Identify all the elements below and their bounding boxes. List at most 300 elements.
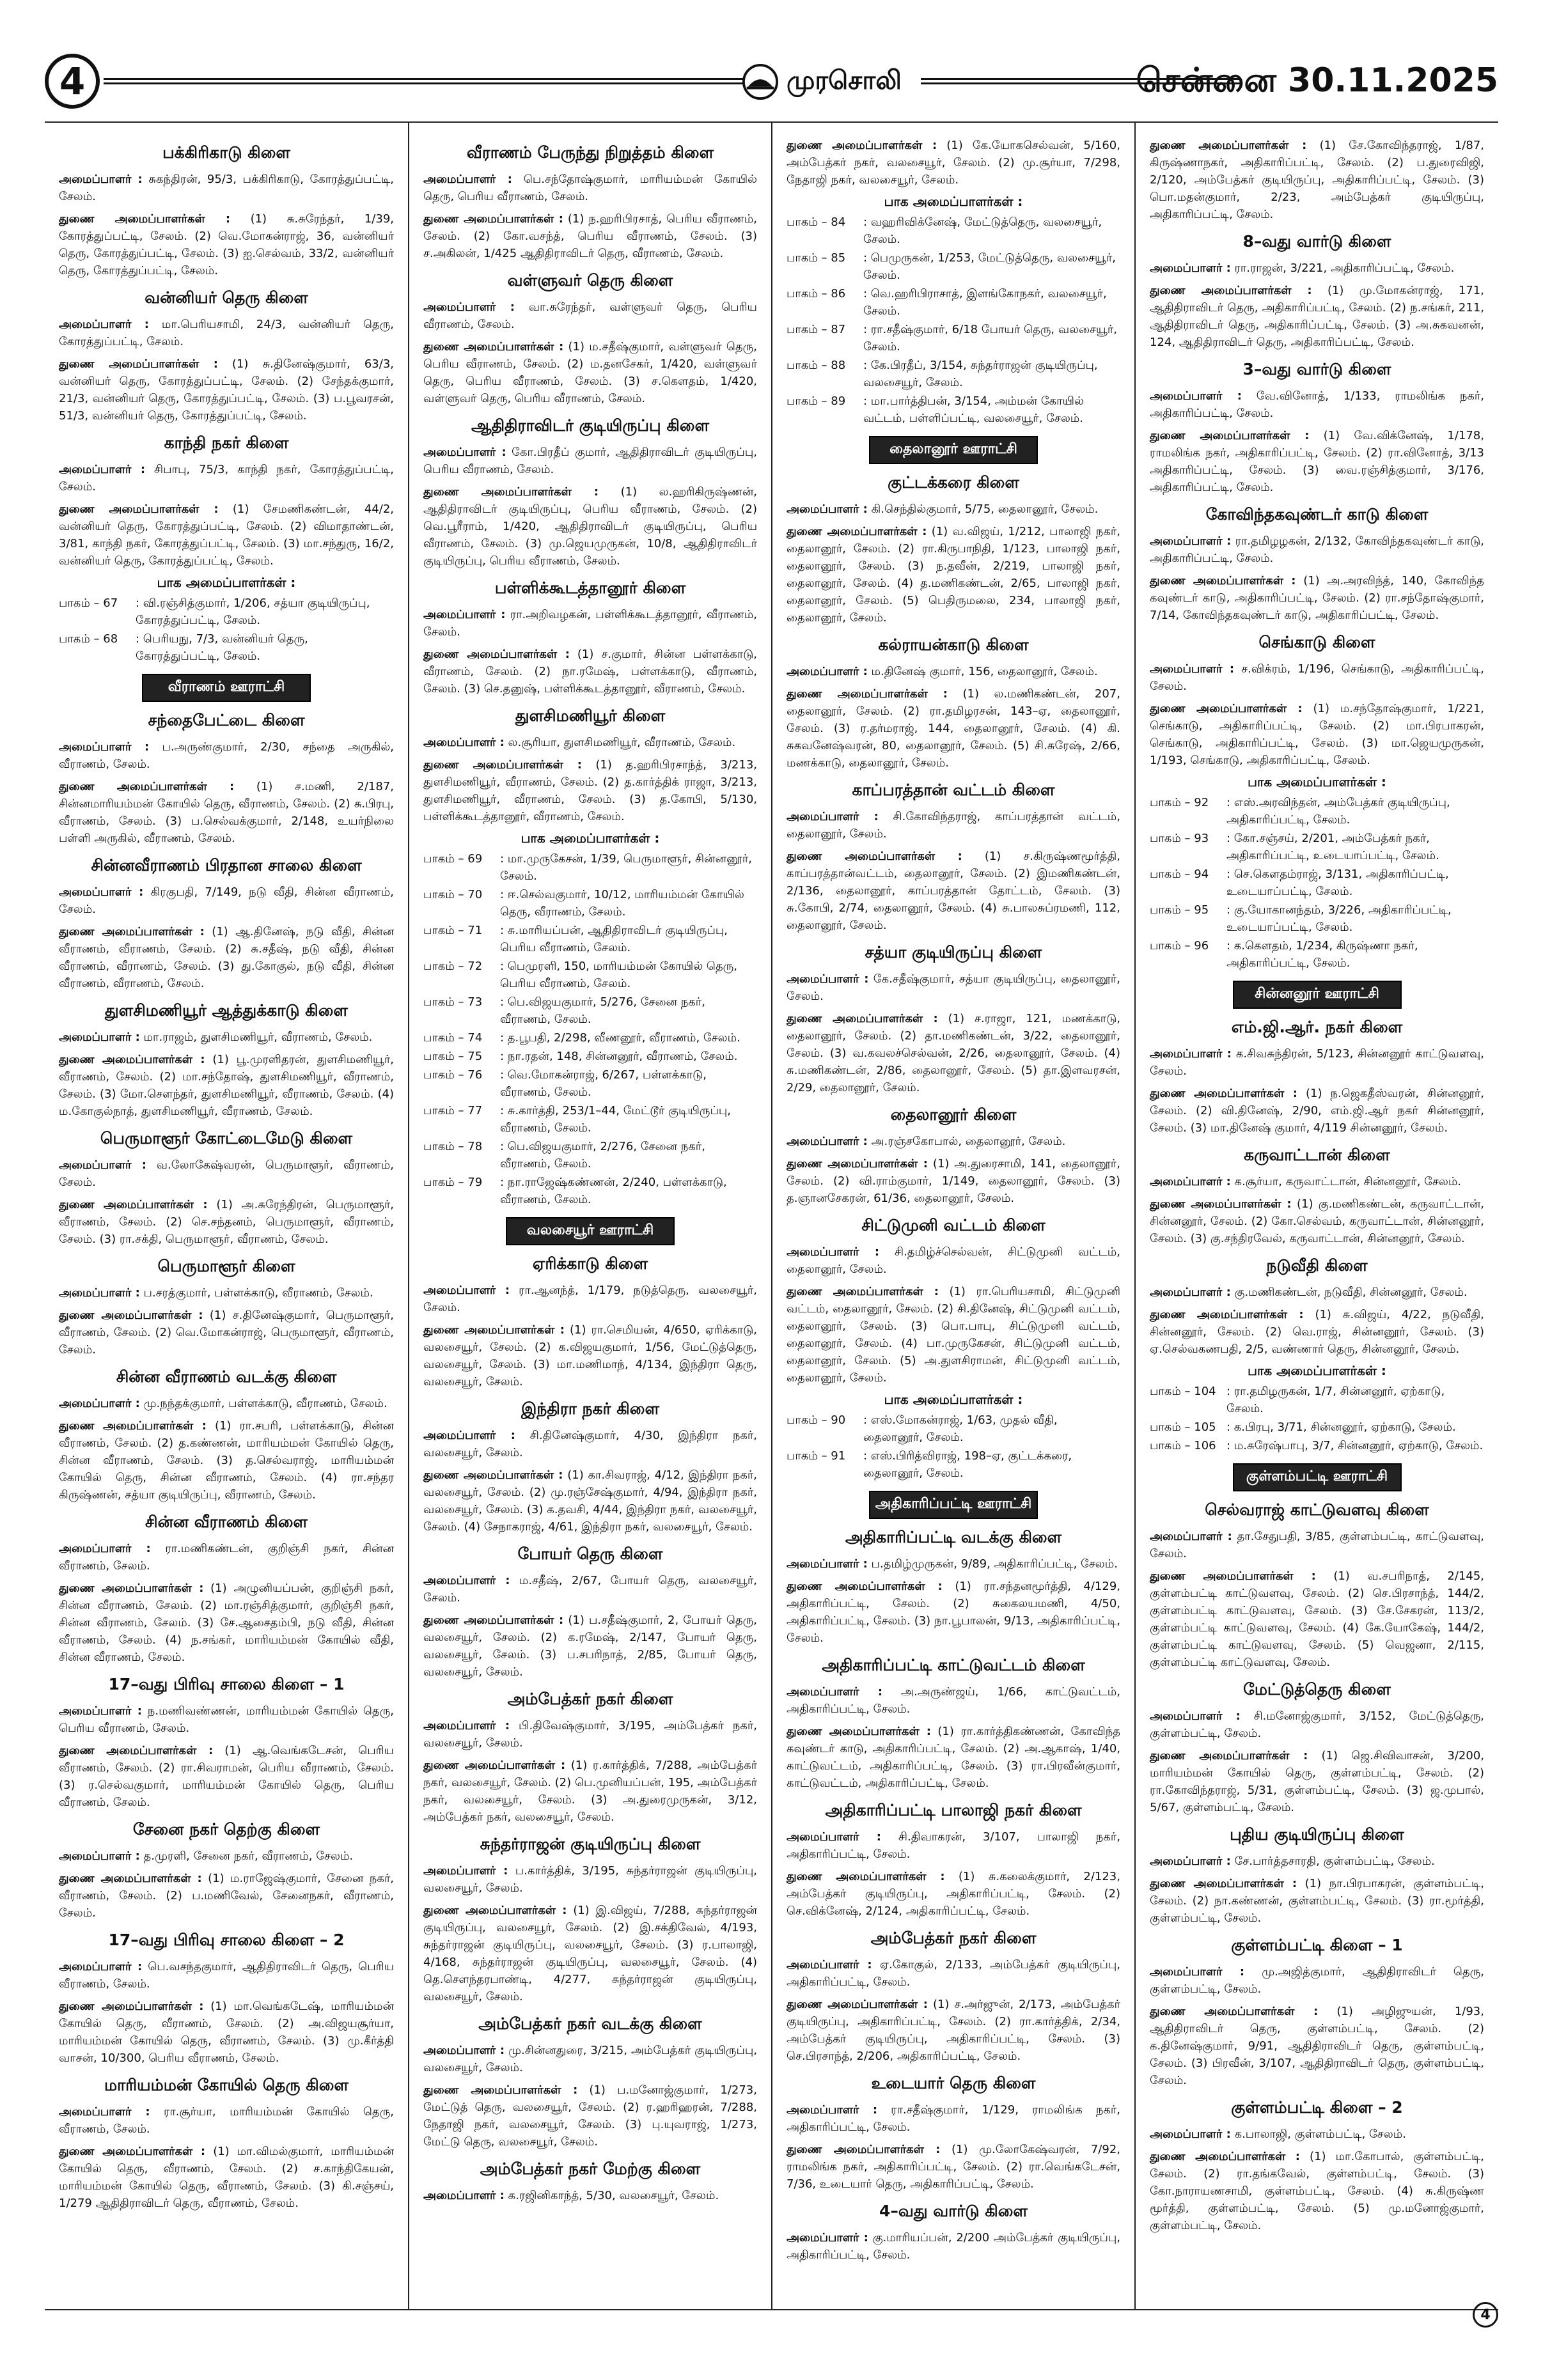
member-details: மா.ராஜம், துளசிமணியூர், வீராணம், சேலம். [139, 1031, 373, 1044]
booth-organiser: : கு.யோகானந்தம், 3/226, அதிகாரிப்பட்டி, உடையாப்பட்டி, சேலம். [1226, 903, 1452, 934]
branch-title: 4–வது வார்டு கிளை [879, 2202, 1028, 2220]
member-details: கு.மணிகண்டன், நடுவீதி, சின்னனூர், சேலம். [1230, 1286, 1468, 1299]
booth-number: பாகம் – 75 [423, 1050, 483, 1063]
office-bearer-entry [423, 734, 757, 751]
member-details: (1) இ.விஜய், 7/288, சுந்தர்ராஜன் குடியிருப்பு, வலசையூர், சேலம். (2) இ.சக்திவேல், 4/193, சுந்தர்ராஜன் குடியிருப்பு, வலசையூர், சேலம். (3) ர.பாலாஜி, 4/168, சுந்தர்ராஜன் குடியிருப்பு, வலசையூர், சேலம். (4) தெ.சௌந்தரபாண்டி, 4/277, சுந்தர்ராஜன் குடியிருப்பு, வலசையூர், சேலம். [423, 1904, 757, 2003]
member-details: (1) கா.சிவராஜ், 4/12, இந்திரா நகர், வலசையூர், சேலம். (2) மு.ரஞ்சேஷ்குமார், 4/94, இந்திரா நகர், வலசையூர், சேலம். (3) க.தவசி, 4/44, இந்திரா நகர், வலசையூர், சேலம். (4) சேநாகராஜ், 4/61, இந்திரா நகர், வலசையூர், சேலம். [423, 1468, 757, 1534]
panchayat-banner: தைலானூர் ஊராட்சி [869, 436, 1038, 464]
member-details: சிபாபு, 75/3, காந்தி நகர், கோரத்துப்பட்டி, சேலம். [59, 463, 394, 494]
office-bearer-entry [787, 1555, 1120, 1573]
role-label: துணை அமைப்பாளர்கள் : [1150, 284, 1312, 297]
branch-title: 3–வது வார்டு கிளை [1242, 360, 1391, 378]
branch-title: பள்ளிக்கூடத்தானூர் கிளை [494, 579, 686, 597]
booth-row [1150, 1419, 1484, 1436]
role-label: துணை அமைப்பாளர்கள் : [787, 1157, 928, 1171]
office-bearer-entry [423, 2187, 757, 2204]
role-label: அமைப்பாளர் : [787, 1830, 881, 1844]
panchayat-banner: வீராணம் ஊராட்சி [142, 674, 311, 702]
role-label: அமைப்பாளர் : [1150, 662, 1235, 676]
member-details: ப.தமிழ்முருகன், 9/89, அதிகாரிப்பட்டி, சேலம். [867, 1557, 1118, 1571]
role-label: துணை அமைப்பாளர்கள் : [787, 525, 927, 538]
booth-row [1150, 901, 1484, 936]
booth-organiser: : மா.முருகேசன், 1/39, பெருமாளூர், சின்னனூர், சேலம். [500, 852, 752, 883]
booth-row [59, 630, 394, 665]
office-bearer-entry [787, 685, 1120, 772]
role-label: துணை அமைப்பாளர்கள் : [59, 1744, 214, 1757]
branch-title: பெருமாளூர் கோட்டைமேடு கிளை [100, 1129, 353, 1147]
branch-title: அம்பேத்கர் நகர் கிளை [870, 1929, 1037, 1947]
member-details: ல.சூரியா, துளசிமணியூர், வீராணம், சேலம். [504, 736, 736, 749]
office-bearer-entry [59, 923, 394, 992]
booth-row [423, 1138, 757, 1172]
branch-title: உடையார் தெரு கிளை [871, 2074, 1036, 2092]
office-bearer-entry [423, 1902, 757, 2005]
booth-organiser: : ஈ.செல்வகுமார், 10/12, மாரியம்மன் கோயில் தெரு, வீராணம், சேலம். [500, 888, 744, 919]
booth-row [423, 993, 757, 1028]
booth-row [787, 1412, 1120, 1446]
booth-organiser: : வஹரிவிக்னேஷ், மேட்டுத்தெரு, வலசையூர், சேலம். [863, 215, 1102, 246]
booth-number: பாகம் – 72 [423, 960, 483, 973]
role-label: அமைப்பாளர் : [423, 1574, 510, 1587]
booth-organiser: : பெ.விஜயகுமார், 2/276, சேனை நகர், வீராணம், சேலம். [500, 1140, 705, 1171]
branch-title: புதிய குடியிருப்பு கிளை [1230, 1825, 1404, 1844]
booth-organiser: : எஸ்.அரவிந்தன், அம்பேத்கர் குடியிருப்பு, அதிகாரிப்பட்டி, சேலம். [1226, 796, 1450, 827]
booth-number: பாகம் – 84 [787, 215, 846, 229]
role-label: துணை அமைப்பாளர்கள் : [787, 2143, 941, 2156]
member-details: பி.திவேஷ்குமார், 3/195, அம்பேத்கர் நகர், வலசையூர், சேலம். [423, 1719, 757, 1750]
member-details: சுகந்திரன், 95/3, பக்கிரிகாடு, கோரத்துப்பட்டி, சேலம். [59, 173, 394, 203]
member-details: சி.தினேஷ்குமார், 4/30, இந்திரா நகர், வலசையூர், சேலம். [423, 1429, 758, 1459]
office-bearer-entry [787, 2229, 1120, 2264]
office-bearer-entry [59, 1870, 394, 1922]
office-bearer-entry [59, 210, 394, 279]
office-bearer-entry [59, 2103, 394, 2138]
office-bearer-entry [1150, 1707, 1484, 1742]
role-label: துணை அமைப்பாளர்கள் : [1150, 702, 1303, 715]
booth-number: பாகம் – 94 [1150, 867, 1209, 881]
office-bearer-entry [787, 523, 1120, 626]
office-bearer-entry [59, 1742, 394, 1811]
role-label: அமைப்பாளர் : [59, 318, 149, 331]
booth-organisers-heading: பாக அமைப்பாளர்கள் : [884, 1392, 1023, 1407]
booth-number: பாகம் – 93 [1150, 832, 1209, 845]
member-details: (1) ல.ஹரிகிருஷ்ணன், ஆதிதிராவிடர் குடியிருப்பு, பெரிய வீராணம், சேலம். (2) வெ.பூரீராம், 1/420, ஆதிதிராவிடர் குடியிருப்பு, பெரிய வீராணம், சேலம். (3) மு.ஜெயமுருகன், 10/8, ஆதிதிராவிடர் குடியிருப்பு, பெரிய வீராணம், சேலம். [423, 485, 757, 568]
member-details: (1) ச.கிருஷ்ணமூர்த்தி, காப்பரத்தான்வட்டம், தைலானூர், சேலம். (2) இமணிகண்டன், 2/136, தைலானூர், காப்பரத்தான் தோட்டம், சேலம். (3) சு.கோபி, 2/74, தைலானூர், சேலம். (4) சு.பாலசுப்ரமணி, 112, தைலானூர், சேலம். [787, 850, 1120, 932]
office-bearer-entry [59, 355, 394, 424]
role-label: துணை அமைப்பாளர்கள் : [423, 648, 570, 661]
booth-organiser: : செ.கௌதம்ராஜ், 3/131, அதிகாரிப்பட்டி, உடையாப்பட்டி, சேலம். [1226, 867, 1449, 898]
office-bearer-entry [59, 1417, 394, 1504]
office-bearer-entry [59, 883, 394, 918]
role-label: துணை அமைப்பாளர்கள் : [1150, 2150, 1301, 2163]
booth-number: பாகம் – 105 [1150, 1420, 1216, 1434]
panchayat-banner: குள்ளம்பட்டி ஊராட்சி [1233, 1463, 1402, 1491]
office-bearer-entry [423, 1321, 757, 1390]
office-bearer-entry [59, 1998, 394, 2067]
office-bearer-entry [423, 606, 757, 641]
office-bearer-entry [1150, 387, 1484, 422]
role-label: அமைப்பாளர் : [787, 972, 869, 986]
role-label: அமைப்பாளர் : [1150, 261, 1231, 275]
booth-organiser: : நா.ரதன், 148, சின்னனூர், வீராணம், சேலம். [500, 1050, 738, 1063]
member-details: (1) ச.குமார், சின்ன பள்ளக்காடு, வீராணம், சேலம். (2) நா.ரமேஷ், பள்ளக்காடு, வீராணம், சேலம். (3) செ.தனுஷ், பள்ளிக்கூடத்தானூர், வீராணம், சேலம். [423, 648, 757, 696]
booth-number: பாகம் – 71 [423, 924, 483, 937]
member-details: (1) அ.சுரேந்திரன், பெருமாளூர், வீராணம், சேலம். (2) செ.சந்தனம், பெருமாளூர், வீராணம், சேலம். (3) ரா.சக்தி, பெருமாளூர், வீராணம், சேலம். [59, 1198, 394, 1246]
booth-number: பாகம் – 85 [787, 251, 846, 265]
role-label: துணை அமைப்பாளர்கள் : [59, 357, 218, 371]
branch-title: கோவிந்தகவுண்டர் காடு கிளை [1205, 505, 1429, 524]
role-label: அமைப்பாளர் : [59, 1960, 143, 1973]
branch-title: எம்.ஜி.ஆர். நகர் கிளை [1231, 1018, 1403, 1036]
role-label: அமைப்பாளர் : [1150, 2127, 1231, 2141]
role-label: துணை அமைப்பாளர்கள் : [59, 212, 231, 226]
member-details: (1) ம.ராஜேஷ்குமார், சேனை நகர், வீராணம், சேலம். (2) ப.மணிவேல், சேனைநகர், வீராணம், சேலம். [59, 1872, 394, 1920]
office-bearer-entry [423, 483, 757, 570]
role-label: அமைப்பாளர் : [1150, 1530, 1232, 1543]
office-bearer-entry [1150, 1195, 1484, 1247]
office-bearer-entry [1150, 1306, 1484, 1358]
role-label: அமைப்பாளர் : [1150, 1175, 1231, 1188]
member-details: ம.தினேஷ் குமார், 156, தைலானூர், சேலம். [867, 665, 1098, 678]
member-details: சி.கோவிந்தராஜ், காப்பரத்தான் வட்டம், தைலானூர், சேலம். [787, 810, 1120, 841]
member-details: வ.லோகேஷ்வரன், பெருமாளூர், வீராணம், சேலம். [59, 1158, 394, 1189]
newspaper-logo [742, 61, 902, 102]
booth-organiser: : ரா.சதீஷ்குமார், 6/18 போயர் தெரு, வலசையூர், சேலம். [863, 323, 1117, 354]
office-bearer-entry [787, 1133, 1120, 1150]
office-bearer-entry [59, 1395, 394, 1412]
booth-organiser: : நா.ராஜேஷ்கண்ணன், 2/240, பள்ளக்காடு, வீராணம், சேலம். [500, 1176, 727, 1206]
member-details: (1) ச.ராஜா, 121, மணக்காடு, தைலானூர், சேலம். (2) தா.மணிகண்டன், 3/22, தைலானூர், சேலம். (3) வ.கவலச்செல்வன், 2/26, தைலானூர், சேலம். (4) சு.மணிகண்டன், 2/86, தைலானூர், சேலம். (5) தா.இளவரசன், 2/29, தைலானூர், சேலம். [787, 1012, 1120, 1094]
branch-title: காந்தி நகர் கிளை [164, 433, 289, 452]
booth-organiser: : எஸ்.மோகன்ராஜ், 1/63, முதல் வீதி, தைலானூர், சேலம். [863, 1413, 1058, 1444]
masthead [45, 50, 1498, 114]
member-details: மா.பெரியசாமி, 24/3, வன்னியர் தெரு, கோரத்துப்பட்டி, சேலம். [59, 318, 395, 348]
office-bearer-entry [423, 1427, 757, 1461]
branch-title: 17–வது பிரிவு சாலை கிளை – 2 [108, 1931, 345, 1949]
role-label: துணை அமைப்பாளர்கள் : [1150, 1569, 1316, 1583]
booth-row [1150, 1437, 1484, 1454]
booth-organiser: : பெமுருகன், 1/253, மேட்டுத்தெரு, வலசையூர், சேலம். [863, 251, 1116, 282]
branch-title: சின்ன வீராணம் வடக்கு கிளை [116, 1367, 337, 1386]
role-label: அமைப்பாளர் : [787, 2231, 868, 2244]
role-label: அமைப்பாளர் : [59, 1286, 140, 1300]
booth-organiser: : த.பூபதி, 2/298, வீணனூர், வீராணம், சேலம். [500, 1031, 740, 1045]
booth-organiser: : பெமுரளி, 150, மாரியம்மன் கோயில் தெரு, பெரிய வீராணம், சேலம். [500, 960, 738, 990]
member-details: கே.சதீஷ்குமார், சத்யா குடியிருப்பு, தைலானூர், சேலம். [787, 972, 1121, 1003]
office-bearer-entry [787, 1155, 1120, 1207]
role-label: அமைப்பாளர் : [787, 2103, 878, 2117]
office-bearer-entry [1150, 427, 1484, 496]
booth-organiser: : வெ.ஹரிபிராசாத், இளங்கோநகர், வலசையூர், சேலம். [863, 287, 1107, 318]
member-details: மு.அஜித்குமார், ஆதிதிராவிடர் தெரு, குள்ளம்பட்டி, சேலம். [1150, 1965, 1484, 1996]
member-details: கு.மாரியப்பன், 2/200 அம்பேத்கர் குடியிருப்பு, அதிகாரிப்பட்டி, சேலம். [787, 2231, 1120, 2262]
role-label: அமைப்பாளர் : [59, 885, 144, 899]
booth-organiser: : பெரியநு, 7/3, வன்னியர் தெரு, கோரத்துப்பட்டி, சேலம். [136, 632, 308, 663]
booth-organisers-heading: பாக அமைப்பாளர்கள் : [1248, 774, 1386, 789]
office-bearer-entry [1150, 2126, 1484, 2143]
office-bearer-entry [1150, 2148, 1484, 2234]
role-label: அமைப்பாளர் : [59, 173, 143, 186]
branch-title: 17–வது பிரிவு சாலை கிளை – 1 [108, 1675, 345, 1693]
branch-title: காப்பரத்தான் வட்டம் கிளை [852, 781, 1055, 799]
member-details: ச.விக்ரம், 1/196, செங்காடு, அதிகாரிப்பட்டி, சேலம். [1150, 662, 1485, 693]
branch-title: மேட்டுத்தெரு கிளை [1243, 1680, 1391, 1699]
role-label: துணை அமைப்பாளர்கள் : [423, 1323, 565, 1337]
booth-organiser: : வி.ரஞ்சித்குமார், 1/206, சத்யா குடியிருப்பு, கோரத்துப்பட்டி, சேலம். [136, 596, 370, 627]
booth-organiser: : வெ.மோகன்ராஜ், 6/267, பள்ளக்காடு, வீராணம், சேலம். [500, 1068, 707, 1099]
booth-number: பாகம் – 106 [1150, 1439, 1216, 1452]
branch-title: கல்ராயன்காடு கிளை [878, 635, 1029, 654]
member-details: (1) ச.தினேஷ்குமார், பெருமாளூர், வீராணம், சேலம். (2) வெ.மோகன்ராஜ், பெருமாளூர், வீராணம், சேலம். [59, 1309, 394, 1357]
booth-number: பாகம் – 96 [1150, 939, 1209, 953]
member-details: (1) மா.வெங்கடேஷ், மாரியம்மன் கோயில் தெரு, வீராணம், சேலம். (2) அ.விஜயசூர்யா, மாரியம்மன் கோயில் தெரு, வீராணம், சேலம். (3) மு.கீர்த்தி வாசன், 10/300, பெரிய வீராணம், சேலம். [59, 2000, 394, 2065]
branch-title: அம்பேத்கர் நகர் கிளை [507, 1690, 673, 1708]
member-details: (1) ம.சந்தோஷ்குமார், 1/221, செங்காடு, அதிகாரிப்பட்டி, சேலம். (2) மா.பிரபாகரன், செங்காடு, அதிகாரிப்பட்டி, சேலம். (3) மா.ஜெயமுருகன், 1/193, செங்காடு, அதிகாரிப்பட்டி, சேலம். [1150, 702, 1485, 767]
office-bearer-entry [59, 1029, 394, 1046]
member-details: (1) மா.விமல்குமார், மாரியம்மன் கோயில் தெரு, வீராணம், சேலம். (2) ச.காந்திகேயன், மாரியம்மன் கோயில் தெரு, வீராணம், சேலம். (3) கி.சஞ்சய், 1/279 ஆதிதிராவிடர் தெரு, வீராணம், சேலம். [59, 2145, 394, 2210]
role-label: துணை அமைப்பாளர்கள் : [787, 1725, 931, 1738]
booth-row [423, 1174, 757, 1208]
office-bearer-entry [59, 1958, 394, 1993]
booth-organiser: : ம.சுரேஷ்பாபு, 3/7, சின்னனூர், ஏற்காடு, சேலம். [1226, 1439, 1484, 1452]
booth-row [787, 321, 1120, 355]
role-label: அமைப்பாளர் : [59, 1849, 140, 1863]
branch-title: சத்யா குடியிருப்பு கிளை [865, 943, 1042, 961]
branch-title: செங்காடு கிளை [1258, 633, 1375, 651]
booth-row [423, 1066, 757, 1101]
member-details: சி.மனோஜ்குமார், 3/152, மேட்டுத்தெரு, குள்ளம்பட்டி, சேலம். [1150, 1709, 1485, 1740]
newspaper-name: முரசொலி [787, 65, 902, 95]
office-bearer-entry [1150, 282, 1484, 351]
branch-title: சேனை நகர் தெற்கு கிளை [132, 1820, 320, 1839]
office-bearer-entry [423, 646, 757, 697]
branch-title: ஏரிக்காடு கிளை [532, 1254, 648, 1273]
member-details: (1) சேமணிகண்டன், 44/2, வன்னியர் தெரு, கோரத்துப்பட்டி, சேலம். (2) விமாதாண்டன், 3/81, காந்தி நகர், கோரத்துப்பட்டி, சேலம். (3) மா.சந்துரு, 16/2, வன்னியர் தெரு, கோரத்துப்பட்டி, சேலம். [59, 502, 394, 568]
booth-organiser: : கோ.சஞ்சய், 2/201, அம்பேத்கர் நகர், அதிகாரிப்பட்டி, உடையாப்பட்டி, சேலம். [1226, 832, 1439, 862]
office-bearer-entry [1150, 660, 1484, 695]
branch-title: வன்னியர் தெரு கிளை [145, 288, 308, 307]
member-details: ரா.சதீஷ்குமார், 1/129, ராமலிங்க நகர், அதிகாரிப்பட்டி, சேலம். [787, 2103, 1121, 2134]
branch-title: சின்னவீராணம் பிரதான சாலை கிளை [91, 856, 362, 875]
member-details: ரா.மணிகண்டன், குறிஞ்சி நகர், சின்ன வீராணம், சேலம். [59, 1542, 394, 1573]
role-label: துணை அமைப்பாளர்கள் : [423, 212, 563, 226]
role-label: அமைப்பாளர் : [423, 1284, 510, 1297]
office-bearer-entry [59, 1702, 394, 1737]
member-details: (1) சு.தினேஷ்குமார், 63/3, வன்னியர் தெரு, கோரத்துப்பட்டி, சேலம். (2) சேந்தக்குமார், 21/3, வன்னியர் தெரு, கோரத்துப்பட்டி, சேலம். (3) ப.பூவரசன், 51/3, வன்னியர் தெரு, கோரத்துப்பட்டி, சேலம். [59, 357, 394, 423]
booth-number: பாகம் – 86 [787, 287, 846, 300]
office-bearer-entry [787, 1956, 1120, 1991]
member-details: அ.அருண்ஜய், 1/66, காட்டுவட்டம், அதிகாரிப்பட்டி, சேலம். [787, 1685, 1121, 1716]
booth-organiser: : சு.மாரியப்பன், ஆதிதிராவிடர் குடியிருப்பு, பெரிய வீராணம், சேலம். [500, 924, 728, 954]
booth-organiser: : ரா.தமிழருகன், 1/7, சின்னனூர், ஏற்காடு, சேலம். [1226, 1385, 1445, 1415]
office-bearer-entry [787, 1723, 1120, 1792]
member-details: (1) பூ.முரளிதரன், துளசிமணியூர், வீராணம், சேலம். (2) மா.சந்தோஷ், துளசிமணியூர், வீராணம், சேலம். (3) மோ.சௌந்தர், துளசிமணியூர், வீராணம், சேலம். (4) ம.கோகுல்நாத், துளசிமணியூர், வீராணம், சேலம். [59, 1053, 394, 1118]
column-4 [1134, 123, 1498, 2309]
member-details: (1) வ.சபரிநாத், 2/145, குள்ளம்பட்டி காட்டுவளவு, சேலம். (2) செ.பிரசாந்த், 144/2, குள்ளம்பட்டி காட்டுவளவு, சேலம். (3) சே.சேகரன், 113/2, குள்ளம்பட்டி காட்டுவளவு, சேலம். (4) கே.யோகேஷ், 144/2, குள்ளம்பட்டி காட்டுவளவு, சேலம். (5) வெஜனா, 2/115, குள்ளம்பட்டி காட்டுவளவு, சேலம். [1150, 1569, 1484, 1669]
booth-number: பாகம் – 76 [423, 1068, 483, 1082]
booth-row [787, 249, 1120, 284]
role-label: அமைப்பாளர் : [423, 608, 506, 621]
branch-title: போயர் தெரு கிளை [517, 1544, 663, 1563]
role-label: அமைப்பாளர் : [1150, 1855, 1231, 1868]
branch-title: கருவாட்டான் கிளை [1244, 1146, 1390, 1164]
role-label: துணை அமைப்பாளர்கள் : [787, 1012, 938, 1025]
member-details: (1) அழுனியப்பன், குறிஞ்சி நகர், சின்ன வீராணம், சேலம். (2) மா.ரஞ்சித்குமார், குறிஞ்சி நகர், சின்ன வீராணம், சேலம். (3) சே.ஆசைதம்பி, நடு வீதி, சின்ன வீராணம், சேலம். (4) ந.சங்கர், மாரியம்மன் கோயில் வீதி, சின்ன வீராணம், சேலம். [59, 1582, 394, 1664]
member-details: (1) மா.கோபால், குள்ளம்பட்டி, சேலம். (2) ரா.தங்கவேல், குள்ளம்பட்டி, சேலம். (3) கோ.நாராயணசாமி, குள்ளம்பட்டி, சேலம். (4) சு.கிருஷ்ண மூர்த்தி, குள்ளம்பட்டி, சேலம். (5) மு.மனோஜ்குமார், குள்ளம்பட்டி, சேலம். [1150, 2150, 1484, 2232]
member-details: (1) ஜெ.சிவிவாசன், 3/200, மாரியம்மன் கோயில் தெரு, குள்ளம்பட்டி, சேலம். (2) ரா.கோவிந்தராஜ், 5/31, குள்ளம்பட்டி, சேலம். (3) ஜ.முபால், 5/67, குள்ளம்பட்டி, சேலம். [1150, 1749, 1484, 1814]
member-details: கோ.பிரதீப் குமார், ஆதிதிராவிடர் குடியிருப்பு, பெரிய வீராணம், சேலம். [423, 446, 757, 476]
member-details: (1) வே.விக்னேஷ், 1/178, ராமலிங்க நகர், அதிகாரிப்பட்டி, சேலம். (2) ரா.வினோத், 3/13 அதிகாரிப்பட்டி, சேலம். (3) வை.ரஞ்சித்குமார், 3/176, அதிகாரிப்பட்டி, சேலம். [1150, 429, 1484, 494]
booth-number: பாகம் – 77 [423, 1104, 483, 1117]
member-details: (1) வ.விஜய், 1/212, பாலாஜி நகர், தைலானூர், சேலம். (2) ரா.கிருபாநிதி, 1/123, பாலாஜி நகர், தைலானூர், சேலம். (3) ந.தவீன், 2/219, பாலாஜி நகர், தைலானூர், சேலம். (4) த.மணிகண்டன், 2/65, பாலாஜி நகர், தைலானூர், சேலம். (5) பெதிருமலை, 234, பாலாஜி நகர், தைலானூர், சேலம். [787, 525, 1120, 625]
member-details: (1) ந.ஜெகதீஸ்வரன், சின்னனூர், சேலம். (2) வி.தினேஷ், 2/90, எம்.ஜி.ஆர் நகர் சின்னனூர், சேலம். (3) மா.தினேஷ் குமார், 4/119 சின்னனூர், சேலம். [1150, 1087, 1484, 1135]
office-bearer-entry [1150, 1747, 1484, 1816]
role-label: துணை அமைப்பாளர்கள் : [787, 1580, 943, 1593]
office-bearer-entry [1150, 2003, 1484, 2089]
booth-organiser: : மா.பார்த்திபன், 3/154, அம்மன் கோயில் வட்டம், பள்ளிப்பட்டி, வலசையூர், சேலம். [863, 394, 1084, 425]
office-bearer-entry [1150, 700, 1484, 769]
member-details: (1) ச.அர்ஜுன், 2/173, அம்பேத்கர் குடியிருப்பு, அதிகாரிப்பட்டி, சேலம். (2) ரா.கார்த்திக், 2/34, அம்பேத்கர் குடியிருப்பு, அதிகாரிப்பட்டி, சேலம். (3) செ.பிரசாந்த், 2/206, அதிகாரிப்பட்டி, சேலம். [787, 1998, 1120, 2063]
member-details: (1) அழிஜுயன், 1/93, ஆதிதிராவிடர் தெரு, குள்ளம்பட்டி, சேலம். (2) க.தினேஷ்குமார், 9/91, ஆதிதிராவிடர் தெரு, குள்ளம்பட்டி, சேலம். (3) பிரவீன், 3/107, ஆதிதிராவிடர் தெரு, குள்ளம்பட்டி, சேலம். [1150, 2005, 1484, 2087]
panchayat-banner: வலசையூர் ஊராட்சி [506, 1217, 675, 1245]
member-details: (1) அ.துரைசாமி, 141, தைலானூர், சேலம். (2) வி.ராம்குமார், 1/149, தைலானூர், சேலம். (3) த.ஞானசேகரன், 61/36, தைலானூர், சேலம். [787, 1157, 1120, 1205]
office-bearer-entry [787, 501, 1120, 518]
member-details: (1) ச.மணி, 2/187, சின்னமாரியம்மன் கோயில் தெரு, வீராணம், சேலம். (2) சு.பிரபு, வீராணம், சேலம். (3) ப.செல்வக்குமார், 2/148, உயர்நிலை பள்ளி அருகில், வீராணம், சேலம். [59, 780, 394, 845]
member-details: ஏ.கோகுல், 2/133, அம்பேத்கர் குடியிருப்பு, அதிகாரிப்பட்டி, சேலம். [787, 1958, 1120, 1989]
office-bearer-entry [1150, 1528, 1484, 1562]
role-label: துணை அமைப்பாளர்கள் : [423, 340, 564, 354]
role-label: துணை அமைப்பாளர்கள் : [787, 687, 948, 701]
office-bearer-entry [787, 1283, 1120, 1387]
office-bearer-entry [787, 2101, 1120, 2136]
office-bearer-entry [1150, 1085, 1484, 1137]
role-label: அமைப்பாளர் : [59, 1158, 146, 1172]
role-label: துணை அமைப்பாளர்கள் : [1150, 429, 1310, 442]
branch-title: செல்வராஜ் காட்டுவளவு கிளை [1205, 1500, 1429, 1519]
role-label: துணை அமைப்பாளர்கள் : [1150, 2005, 1319, 2018]
member-details: பெ.சந்தோஷ்குமார், மாரியம்மன் கோயில் தெரு, பெரிய வீராணம், சேலம். [423, 173, 757, 203]
office-bearer-entry [1150, 1173, 1484, 1190]
role-label: துணை அமைப்பாளர்கள் : [423, 1759, 566, 1772]
role-label: துணை அமைப்பாளர்கள் : [787, 1998, 928, 2011]
branch-title: சந்தைபேட்டை கிளை [148, 711, 305, 729]
office-bearer-entry [1150, 1963, 1484, 1998]
role-label: அமைப்பாளர் : [787, 1958, 872, 1972]
branch-title: அதிகாரிப்பட்டி பாலாஜி நகர் கிளை [825, 1801, 1082, 1819]
office-bearer-entry [787, 848, 1120, 934]
member-details: சி.திவாகரன், 3/107, பாலாஜி நகர், அதிகாரிப்பட்டி, சேலம். [787, 1830, 1120, 1861]
member-details: க.பாலாஜி, குள்ளம்பட்டி, சேலம். [1230, 2127, 1406, 2141]
role-label: அமைப்பாளர் : [423, 2044, 505, 2057]
member-details: (1) அ.அரவிந்த், 140, கோவிந்த கவுண்டர் காடு, அதிகாரிப்பட்டி, சேலம். (2) ரா.சந்தோஷ்குமார், 7/14, கோவிந்தகவுண்டர் காடு, அதிகாரிப்பட்டி, சேலம். [1150, 574, 1484, 622]
role-label: துணை அமைப்பாளர்கள் : [787, 1870, 945, 1883]
branch-title: குட்டக்கரை கிளை [888, 473, 1019, 492]
member-details: (1) த.ஹரிபிரசாந்த், 3/213, துளசிமணியூர், வீராணம், சேலம். (2) த.கார்த்திக் ராஜா, 3/213, துளசிமணியூர், வீராணம், சேலம். (3) த.கோபி, 5/130, பள்ளிக்கூடத்தானூர், வீராணம், சேலம். [423, 758, 757, 823]
member-details: (1) ப.மனோஜ்குமார், 1/273, மேட்டுத் தெரு, வலசையூர், சேலம். (2) ர.ஹரிஹரன், 7/288, நேதாஜி நகர், வலசையூர், சேலம். (3) பு.யுவராஜ், 1/273, மேட்டு தெரு, வலசையூர், சேலம். [423, 2083, 757, 2149]
booth-row [1150, 866, 1484, 900]
office-bearer-entry [787, 1868, 1120, 1920]
booth-organisers-heading: பாக அமைப்பாளர்கள் : [1248, 1363, 1386, 1378]
role-label: துணை அமைப்பாளர்கள் : [423, 485, 599, 499]
booth-row [1150, 1383, 1484, 1417]
member-details: தா.சேதுபதி, 3/85, குள்ளம்பட்டி, காட்டுவளவு, சேலம். [1150, 1530, 1484, 1560]
office-bearer-entry [59, 1540, 394, 1575]
branch-title: 8–வது வார்டு கிளை [1242, 232, 1391, 251]
office-bearer-entry [1150, 1567, 1484, 1671]
column-2 [408, 123, 771, 2309]
booth-row [59, 595, 394, 629]
branch-title: அம்பேத்கர் நகர் வடக்கு கிளை [478, 2014, 702, 2033]
corner-page-number: 4 [1473, 2302, 1498, 2328]
page-content [45, 121, 1498, 2310]
office-bearer-entry [423, 1717, 757, 1752]
office-bearer-entry [423, 1466, 757, 1536]
office-bearer-entry [1150, 1284, 1484, 1301]
office-bearer-entry [59, 738, 394, 773]
member-details: (1) ரா.சந்தனமூர்த்தி, 4/129, அதிகாரிப்பட்டி, சேலம். (2) சுகைலயமணி, 4/50, அதிகாரிப்பட்டி, சேலம். (3) நா.பூபாலன், 9/13, அதிகாரிப்பட்டி, சேலம். [787, 1580, 1120, 1645]
role-label: துணை அமைப்பாளர்கள் : [423, 1614, 564, 1627]
office-bearer-entry [423, 1612, 757, 1681]
member-details: க.சூர்யா, கருவாட்டான், சின்னனூர், சேலம். [1230, 1175, 1462, 1188]
member-details: (1) மு.லோகேஷ்வரன், 7/92, ராமலிங்க நகர், அதிகாரிப்பட்டி, சேலம். (2) ரா.வெங்கடேசன், 7/36, உடையார் தெரு, அதிகாரிப்பட்டி, சேலம். [787, 2143, 1120, 2191]
branch-title: வீராணம் பேருந்து நிறுத்தம் கிளை [466, 143, 714, 162]
role-label: அமைப்பாளர் : [59, 740, 150, 754]
office-bearer-entry [1150, 1853, 1484, 1870]
branch-title: குள்ளம்பட்டி கிளை – 1 [1231, 1936, 1403, 1954]
office-bearer-entry [787, 1243, 1120, 1278]
member-details: (1) நா.பிரபாகரன், குள்ளம்பட்டி, சேலம். (2) நா.கண்ணன், குள்ளம்பட்டி, சேலம். (3) ரா.மூர்த்தி, குள்ளம்பட்டி, சேலம். [1150, 1877, 1484, 1925]
office-bearer-entry [59, 1307, 394, 1358]
booth-number: பாகம் – 69 [423, 852, 483, 866]
edition-date: சென்னை 30.11.2025 [1136, 61, 1498, 100]
member-details: (1) கே.யோகசெல்வன், 5/160, அம்பேத்கர் நகர், வலசையூர், சேலம். (2) மு.சூர்யா, 7/298, நேதாஜி நகர், வலசையூர், சேலம். [787, 139, 1120, 187]
role-label: அமைப்பாளர் : [1150, 1709, 1241, 1723]
office-bearer-entry [59, 1051, 394, 1120]
role-label: துணை அமைப்பாளர்கள் : [1150, 1877, 1297, 1890]
office-bearer-entry [423, 299, 757, 333]
role-label: அமைப்பாளர் : [423, 173, 512, 186]
role-label: அமைப்பாளர் : [423, 446, 506, 459]
member-details: மு.நந்தக்குமார், பள்ளக்காடு, வீராணம், சேலம். [139, 1397, 388, 1410]
office-bearer-entry [787, 808, 1120, 843]
office-bearer-entry [423, 756, 757, 825]
office-bearer-entry [423, 1757, 757, 1826]
member-details: ரா.ஆனந்த், 1/179, நடுத்தெரு, வலசையூர், சேலம். [423, 1284, 758, 1314]
role-label: அமைப்பாளர் : [1150, 1047, 1232, 1061]
role-label: அமைப்பாளர் : [423, 1864, 508, 1878]
booth-number: பாகம் – 90 [787, 1413, 846, 1427]
booth-row [1150, 794, 1484, 828]
booth-row [787, 1447, 1120, 1482]
branch-title: தைலானூர் கிளை [890, 1105, 1017, 1124]
branch-title: அதிகாரிப்பட்டி காட்டுவட்டம் கிளை [822, 1656, 1085, 1674]
member-details: ம.சதீஷ், 2/67, போயர் தெரு, வலசையூர், சேலம். [423, 1574, 757, 1605]
booth-row [423, 958, 757, 992]
role-label: அமைப்பாளர் : [787, 1245, 880, 1259]
booth-row [787, 393, 1120, 427]
member-details: (1) ம.சதீஷ்குமார், வள்ளுவர் தெரு, பெரிய வீராணம், சேலம். (2) ம.தனசேகர், 1/420, வள்ளுவர் தெரு, பெரிய வீராணம், சேலம். (3) ச.கௌதம், 1/420, வள்ளுவர் தெரு, பெரிய வீராணம், சேலம். [423, 340, 757, 405]
branch-title: அதிகாரிப்பட்டி வடக்கு கிளை [845, 1528, 1062, 1546]
member-details: சே.பார்த்தசாரதி, குள்ளம்பட்டி, சேலம். [1230, 1855, 1435, 1868]
branch-title: மாரியம்மன் கோயில் தெரு கிளை [104, 2076, 349, 2094]
role-label: அமைப்பாளர் : [59, 2105, 150, 2119]
role-label: துணை அமைப்பாளர்கள் : [59, 1053, 205, 1066]
member-details: (1) சு.விஜய், 4/22, நடுவீதி, சின்னனூர், சேலம். (2) வெ.ராஜ், சின்னனூர், சேலம். (3) ஏ.செல்வகணபதி, 2/5, வண்ணார் தெரு, சின்னனூர், சேலம். [1150, 1308, 1484, 1356]
booth-number: பாகம் – 92 [1150, 796, 1209, 809]
booth-organiser: : பெ.விஜயகுமார், 5/276, சேனை நகர், வீராணம், சேலம். [500, 995, 705, 1026]
office-bearer-entry [787, 1996, 1120, 2065]
booth-number: பாகம் – 73 [423, 995, 483, 1009]
